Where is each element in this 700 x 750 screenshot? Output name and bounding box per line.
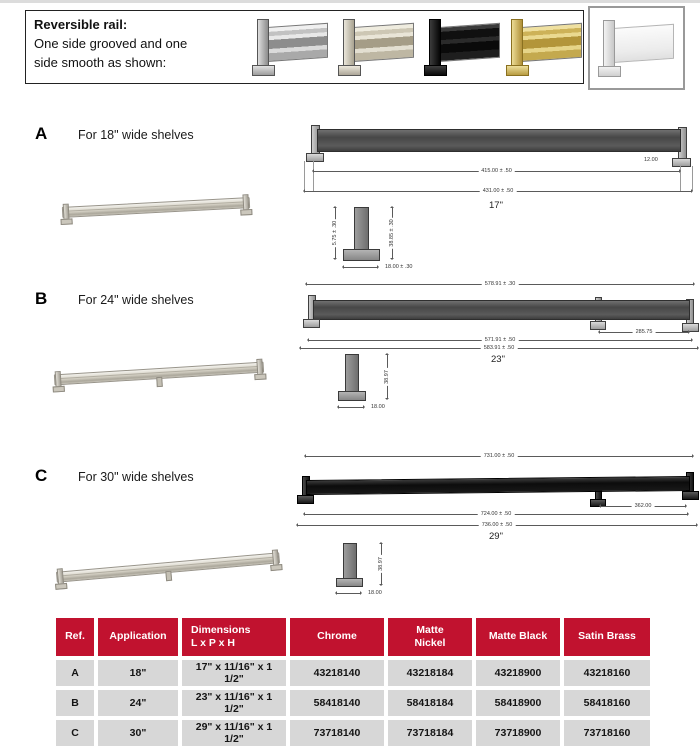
cell-satin-brass-sku: 73718160 [564,720,650,746]
photo-foot-right [270,564,282,571]
rail-body [264,23,328,62]
cell-satin-brass-sku: 58418160 [564,690,650,716]
matte-nickel-rail-icon [336,16,414,78]
xsec-dim-base-width: 18.00 [336,593,361,594]
dim-offset-a: 12.00 [644,157,658,163]
rail-post [429,19,441,68]
table-header-row [56,618,650,656]
table-row-a [56,660,650,686]
drawing-foot-right [682,491,699,500]
cell-matte-black-sku: 73718900 [476,720,560,746]
header-text [34,16,244,73]
cell-dimensions: 23" x 11/16" x 1 1/2" [182,690,286,716]
cell-matte-black-sku: 58418900 [476,690,560,716]
extension-line [692,166,693,191]
xsec-base [336,578,363,587]
cell-matte-nickel-sku: 43218184 [388,660,472,686]
rail-post [603,20,615,69]
photo-center-leg [165,571,172,581]
cross-section-a [330,205,450,275]
cell-matte-nickel-sku: 73718184 [388,720,472,746]
dim-mid-c: 362.00 [600,506,686,507]
rail-photo-b [54,362,264,386]
rail-body [518,23,582,62]
cell-dimensions: 29" x 11/16" x 1 1/2" [182,720,286,746]
length-label-b: 23" [491,354,505,365]
section-a-label: For 18" wide shelves [78,128,194,142]
dim-overall-c: 736.00 ± .50 [297,525,697,526]
length-label-a: 17" [489,200,503,211]
table-row-c [56,720,650,746]
rail-post [257,19,269,68]
xsec-base [338,391,366,401]
dim-inner-a: 415.00 ± .50 [313,171,680,172]
cell-satin-brass-sku: 43218160 [564,660,650,686]
drawing-rail [313,300,690,320]
photo-foot-right [254,373,266,380]
photo-post-left [55,371,62,387]
drawing-foot-left [303,319,320,328]
cell-application: 18" [98,660,178,686]
drawing-foot-left [297,495,314,504]
photo-foot-left [55,583,67,590]
length-label-c: 29" [489,531,503,542]
section-b-label: For 24" wide shelves [78,293,194,307]
dim-inner-b: 571.91 ± .50 [308,340,692,341]
xsec-dim-total-height: 38.97 [387,354,388,399]
cell-chrome-sku: 58418140 [290,690,384,716]
satin-brass-rail-icon [504,16,582,78]
extension-line [304,161,305,191]
cell-ref: C [56,720,94,746]
dim-top-c: 731.00 ± .50 [305,456,693,457]
dim-overall-a: 431.00 ± .50 [304,191,692,192]
cell-chrome-sku: 43218140 [290,660,384,686]
rail-foot [252,65,275,76]
rail-foot [338,65,361,76]
cell-dimensions: 17" x 11/16" x 1 1/2" [182,660,286,686]
drawing-rail [317,129,681,152]
smooth-side-rail-icon [596,17,674,79]
col-header-satin-brass: Satin Brass [564,618,650,656]
rail-post [343,19,355,68]
col-header-dimensions: Dimensions L x P x H [182,618,286,656]
extension-line [313,161,314,191]
cell-matte-black-sku: 43218900 [476,660,560,686]
cell-ref: A [56,660,94,686]
cell-application: 30" [98,720,178,746]
photo-rail-body [62,197,250,218]
rail-foot [506,65,529,76]
drawing-c [296,444,700,544]
rail-body [350,23,414,62]
header-title: Reversible rail: [34,17,128,32]
dim-overall-b: 583.91 ± .50 [300,348,698,349]
cell-application: 24" [98,690,178,716]
matte-black-rail-icon [422,16,500,78]
xsec-stem [345,354,359,393]
xsec-base [343,249,380,261]
rail-foot [598,66,621,77]
page-top-strip [0,0,700,3]
header-box [25,10,584,84]
photo-foot-left [60,218,72,225]
drawing-b [298,272,700,364]
photo-post-left [63,204,70,220]
xsec-stem [343,543,357,580]
rail-photo-a [62,197,250,218]
dim-inner-c: 724.00 ± .50 [304,514,688,515]
photo-foot-left [53,386,65,393]
xsec-dim-stem-height: 5.75 ± .30 [335,207,336,259]
section-c-ref: C [35,466,48,485]
xsec-dim-base-width: 18.00 ± .30 [343,267,378,268]
rail-photo-c [56,552,280,582]
col-header-application: Application [98,618,178,656]
header-line2: side smooth as shown: [34,54,167,70]
drawing-rail [306,476,690,495]
drawing-a [300,112,700,212]
photo-center-leg [156,377,163,387]
drawing-foot-left [306,153,324,162]
drawing-foot-right [672,158,691,167]
cell-matte-nickel-sku: 58418184 [388,690,472,716]
rail-body [436,23,500,62]
header-line1: One side grooved and one [34,35,188,51]
xsec-dim-total-height: 38.97 [381,543,382,585]
section-a-ref: A [35,124,48,143]
table-row-b [56,690,650,716]
dim-mid-b: 285.75 [599,332,689,333]
section-c-label: For 30" wide shelves [78,470,194,484]
xsec-dim-base-width: 18.00 [338,407,364,408]
photo-groove-line [67,201,245,211]
spec-table [52,614,654,750]
photo-post-right [256,359,263,375]
col-header-ref: Ref. [56,618,94,656]
col-header-matte-black: Matte Black [476,618,560,656]
cross-section-c [335,541,435,603]
section-b-ref: B [35,289,48,308]
cell-chrome-sku: 73718140 [290,720,384,746]
col-header-matte-nickel: Matte Nickel [388,618,472,656]
cross-section-b [337,352,437,414]
dim-top-b: 578.91 ± .30 [306,284,694,285]
xsec-stem [354,207,369,251]
xsec-dim-total-height: 38.85 ± .30 [392,207,393,259]
smooth-side-box [588,6,685,90]
cell-ref: B [56,690,94,716]
rail-body [610,24,674,63]
col-header-chrome: Chrome [290,618,384,656]
rail-foot [424,65,447,76]
photo-post-right [242,194,249,210]
rail-post [511,19,523,68]
drawing-foot-center [590,321,606,330]
chrome-rail-icon [250,16,328,78]
drawing-foot-right [682,323,699,332]
photo-foot-right [240,209,252,216]
